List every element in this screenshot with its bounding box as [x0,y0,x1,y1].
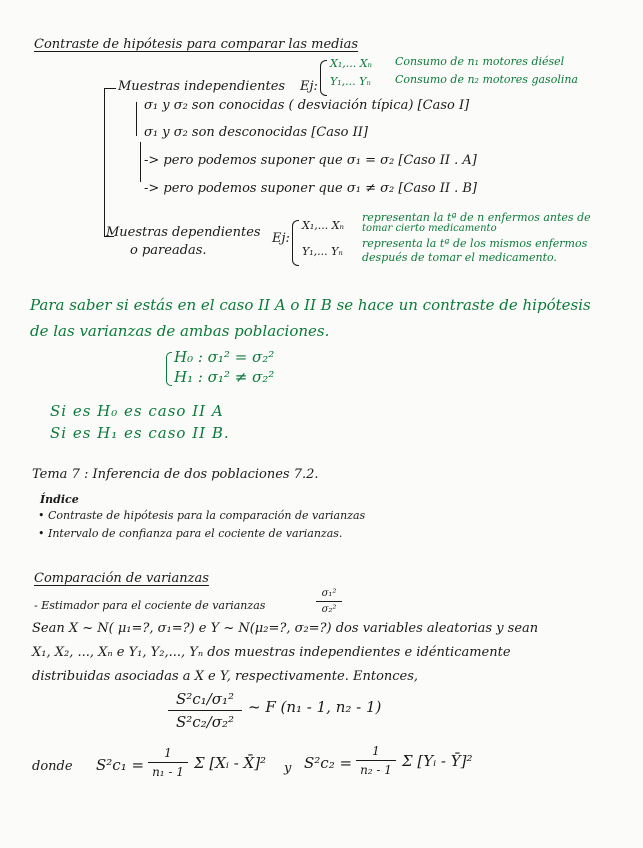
comp-line3: X₁, X₂, ..., Xₙ e Y₁, Y₂,..., Yₙ dos muestras independientes e idénticamente [32,645,511,660]
h0: H₀ : σ₁² = σ₂² [174,348,275,366]
res2: Si es H₁ es caso II B. [50,424,230,442]
case1: σ₁ y σ₂ son conocidas ( desviación típica) [Caso I] [144,98,470,113]
dep-ex-y-desc1: representa la tª de los mismos enfermos [362,237,588,250]
comp-line1: - Estimador para el cociente de varianzas [34,599,266,612]
independent-label: Muestras independientes [118,79,286,94]
ej-brace [320,60,327,96]
dep-ex-x-desc2: tomar cierto medicamento [362,223,497,234]
dep-ex-x-vars: X₁,... Xₙ [302,219,345,232]
sc2-fraction [356,744,396,777]
dep-ej-brace [292,220,299,266]
green-line2: de las varianzas de ambas poblaciones. [30,322,330,340]
dep-ex-y-vars: Y₁,... Yₙ [302,245,343,258]
case2: σ₁ y σ₂ son desconocidas [Caso II] [144,125,368,140]
sc1-fraction [148,746,188,779]
sc1-frac-num: 1 [164,746,172,760]
sc1-frac-den: n₁ - 1 [152,765,184,779]
tema-title: Tema 7 : Inferencia de dos poblaciones 7.2. [32,467,319,482]
dep-ex-x-desc1: representan la tª de n enfermos antes de [362,211,591,224]
dependent-label: Muestras dependientes [106,225,261,240]
page-title: Contraste de hipótesis para comparar las medias [34,37,359,52]
sc2-frac-den: n₂ - 1 [360,763,392,777]
tema-item2: • Intervalo de confianza para el cociente de varianzas. [38,527,343,540]
dependent-label2: o pareadas. [130,243,207,258]
case2b: -> pero podemos suponer que σ₁ ≠ σ₂ [Caso II . B] [144,181,478,196]
ratio-num: σ₁² [321,588,337,599]
dependent-ej: Ej: [272,231,290,246]
independent-ej: Ej: [300,79,318,94]
tema-item1: • Contraste de hipótesis para la comparación de varianzas [38,509,366,522]
sc1-label: S²c₁ = [96,756,145,774]
res1: Si es H₀ es caso II A [50,402,224,420]
comp-line2: Sean X ~ N( μ₁=?, σ₁=?) e Y ~ N(μ₂=?, σ₂=?) dos variables aleatorias y sean [32,621,539,636]
hyp-brace [166,352,172,386]
bracket-top-tick [104,88,116,89]
bracket-sub2 [140,142,141,182]
sc1-sum: Σ [Xᵢ - X̄]² [194,754,267,772]
sc2-sum: Σ [Yᵢ - Ȳ]² [402,752,473,770]
ex-x-desc: Consumo de n₁ motores diésel [395,55,565,68]
sc2-label: S²c₂ = [304,754,353,772]
ex-y-desc: Consumo de n₂ motores gasolina [395,73,578,86]
donde: donde [32,759,73,774]
comp-line4: distribuidas asociadas a X e Y, respectivamente. Entonces, [32,669,419,684]
ex-y-vars: Y₁,... Yₙ [330,75,371,88]
case2a: -> pero podemos suponer que σ₁ = σ₂ [Caso II . A] [144,153,477,168]
f-num: S²c₁/σ₁² [175,690,235,708]
h1: H₁ : σ₁² ≠ σ₂² [174,368,275,386]
dep-ex-y-desc2: después de tomar el medicamento. [362,251,557,264]
green-line1: Para saber si estás en el caso II A o II B se hace un contraste de hipótesis [30,296,591,314]
sc2-frac-num: 1 [372,744,380,758]
bracket-main [104,88,115,236]
tema-indice: Índice [40,493,79,506]
ex-x-vars: X₁,... Xₙ [330,57,373,70]
f-statistic-fraction [168,690,242,731]
f-dist: ~ F (n₁ - 1, n₂ - 1) [248,698,382,716]
comparacion-title: Comparación de varianzas [34,571,209,586]
y-conjunction: y [284,761,292,776]
f-den: S²c₂/σ₂² [175,713,235,731]
ratio-fraction [316,588,342,615]
ratio-den: σ₂² [321,604,337,615]
